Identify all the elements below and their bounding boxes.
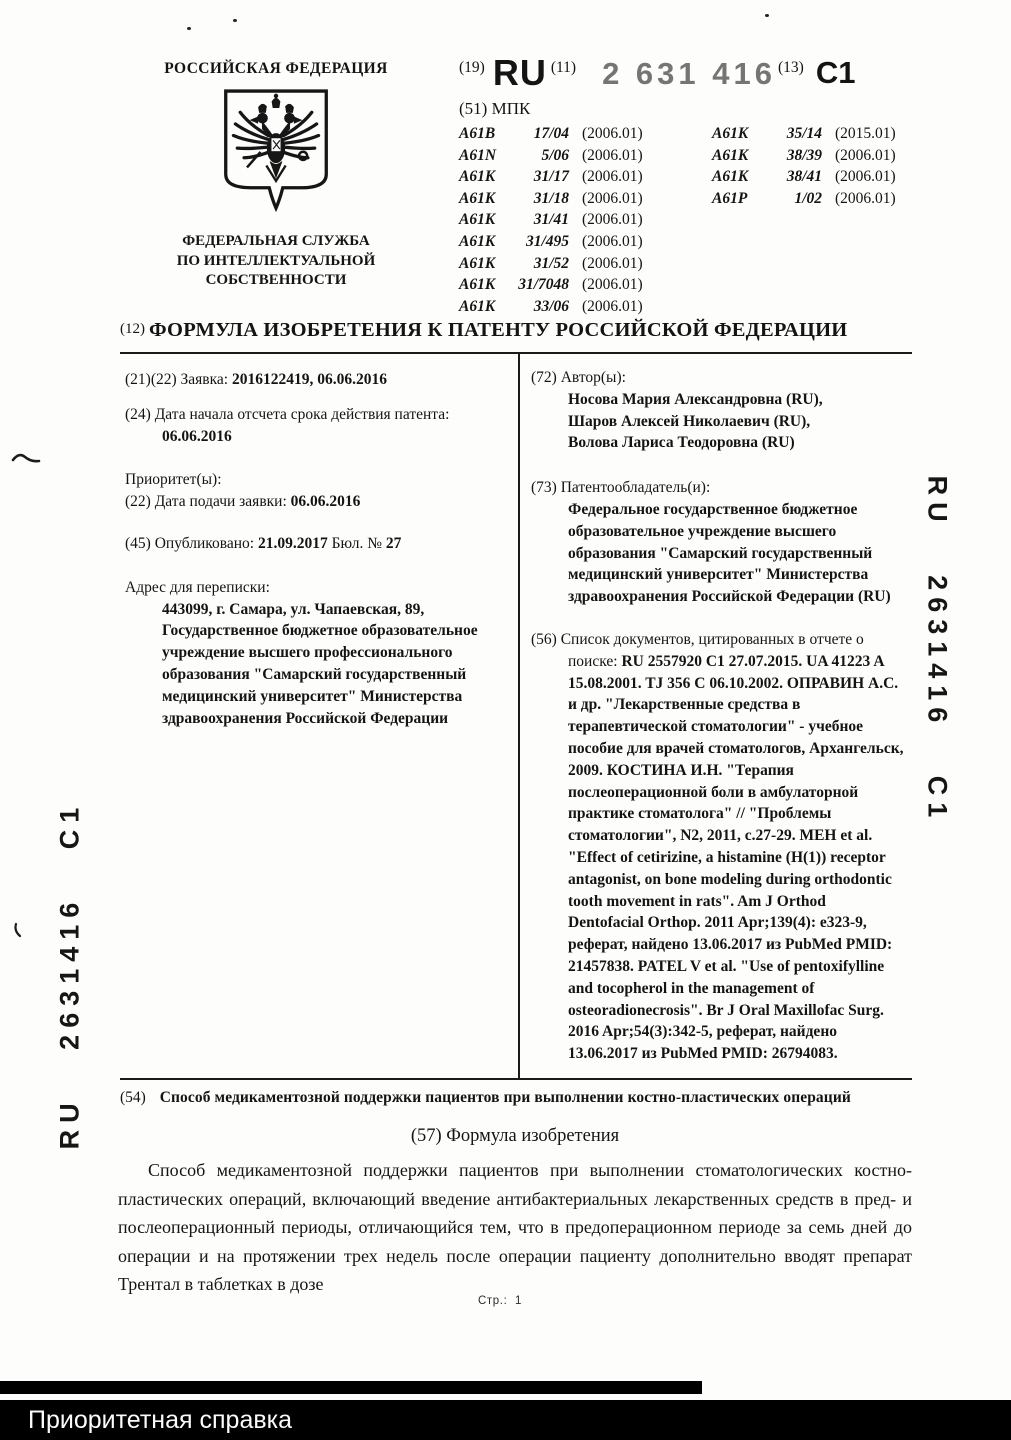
field-priority — [125, 469, 508, 491]
ipc-column-left — [459, 123, 712, 317]
filing-label: Дата подачи заявки: — [154, 493, 287, 511]
term-start-value-line: 06.06.2016 — [162, 427, 232, 445]
citations-value: RU 2557920 C1 27.07.2015. UA 41223 A 15.08.2001. TJ 356 C 06.10.2002. ОПРАВИН А.С. и др. "Лекарственные средства в терапевтической стоматологии" - учебное пособие для врачей стоматологов, Архангельск, 2009. КОСТИНА И.Н. "Терапия послеоперационной боли в амбулаторной практике стоматолога" // "Проблемы стоматологии", N2, 2011, с.27-29. MEH et al. "Effect of cetirizine, a histamine (H(1)) receptor antagonist, on bone modeling during orthodontic tooth movement in rats". Am J Orthod Dentofacial Orthop. 2011 Apr;139(4): e323-9, реферат, найдено 13.06.2017 из PubMed PMID: 21457838. PATEL V et al. "Use of pentoxifylline and tocopherol in the management of osteoradionecrosis". Br J Oral Maxillofac Surg. 2016 Apr;54(3):342-5, реферат, найдено 13.06.2017 из PubMed PMID: 26794083. — [568, 652, 904, 1063]
bibliographic-left-column — [125, 354, 508, 742]
scan-mark — [10, 448, 42, 468]
inid-56: (56) — [531, 630, 557, 648]
right-vertical-doc-number: RU 2631416 C1 — [922, 475, 953, 825]
scan-mark — [12, 920, 38, 940]
holder-label: Патентообладатель(и): — [560, 479, 711, 497]
scan-dot — [187, 27, 191, 30]
inid-19: (19) — [459, 59, 485, 76]
document-title-text: ФОРМУЛА ИЗОБРЕТЕНИЯ К ПАТЕНТУ РОССИЙСКОЙ ФЕДЕРАЦИИ — [149, 319, 848, 341]
citations-label: Список документов, цитированных в отчете о поиске: — [560, 630, 864, 670]
field-authors — [531, 367, 905, 454]
inid-22: (22) — [125, 493, 151, 511]
ipc-row: A61K 31/41 (2006.01) — [459, 211, 643, 229]
priority-certificate-banner — [0, 1400, 1011, 1440]
author-name: Волова Лариса Теодоровна (RU) — [568, 434, 795, 452]
address-value: 443099, г. Самара, ул. Чапаевская, 89, Государственное бюджетное образовательное учреждение высшего профессионального образования "Самарский государственный медицинский университет" Министерства здравоохранения Российской Федерации — [162, 600, 478, 727]
ipc-row: A61K 31/495 (2006.01) — [459, 232, 643, 250]
field-holder — [531, 477, 905, 608]
field-term-start — [125, 404, 508, 448]
left-vertical-doc-number: RU 2631416 C1 — [54, 800, 85, 1150]
application-label: Заявка: — [180, 371, 229, 388]
ipc-row: A61P 1/02 (2006.01) — [712, 189, 896, 207]
application-value: 2016122419, 06.06.2016 — [231, 371, 387, 388]
holder-value: Федеральное государственное бюджетное образовательное учреждение высшего образования "Самарский государственный медицинский университет" Министерства здравоохранения Российской Федерации (RU) — [568, 500, 891, 606]
ipc-row: A61K 31/18 (2006.01) — [459, 189, 643, 207]
inid-13: (13) — [778, 59, 804, 76]
scan-black-strip — [0, 1381, 702, 1394]
claims-heading: (57) Формула изобретения — [410, 1126, 620, 1146]
agency-name — [126, 232, 426, 291]
field-citations — [531, 629, 905, 1065]
ipc-row: A61K 31/52 (2006.01) — [459, 254, 643, 272]
kind-code: C1 — [815, 55, 856, 90]
field-filing-date — [125, 491, 508, 513]
author-name: Шаров Алексей Николаевич (RU), — [568, 412, 811, 430]
field-published — [125, 533, 508, 555]
author-name: Носова Мария Александровна (RU), — [568, 390, 823, 408]
term-start-label: Дата начала отсчета срока действия патента: — [154, 405, 450, 423]
bulletin-label: Бюл. № — [331, 534, 382, 552]
country-code: RU — [492, 52, 547, 93]
inid-24: (24) — [125, 405, 151, 423]
claim-text: Способ медикаментозной поддержки пациентов при выполнении стоматологических костно-пластических операций, включающий введение антибактериальных лекарственных средств в пред- и послеоперационный периоды, отличающийся тем, что в предоперационном периоде за семь дней до операции и на протяжении трех недель после операции пациенту дополнительно вводят препарат Трентал в таблетках в дозе — [118, 1160, 912, 1295]
header-right-block — [459, 52, 911, 317]
country-name: РОССИЙСКАЯ ФЕДЕРАЦИЯ — [164, 60, 388, 77]
ipc-row: A61B 17/04 (2006.01) — [459, 125, 643, 142]
ipc-table — [459, 123, 911, 317]
field-application — [125, 369, 508, 391]
inid-73: (73) — [531, 479, 557, 497]
published-label: Опубликовано: — [154, 534, 255, 552]
inid-11: (11) — [550, 59, 577, 76]
publication-number-line — [459, 52, 911, 93]
coat-of-arms — [126, 87, 426, 220]
inid-12: (12) — [120, 321, 145, 337]
header-left-block — [126, 60, 426, 291]
inid-72: (72) — [531, 369, 557, 386]
bulletin-number: 27 — [385, 534, 402, 552]
ipc-label: (51) МПК — [459, 99, 531, 118]
invention-title-text: Способ медикаментозной поддержки пациентов при выполнении костно-пластических операций — [159, 1089, 851, 1106]
authors-label: Автор(ы): — [560, 369, 626, 386]
ipc-row: A61K 31/17 (2006.01) — [459, 168, 643, 186]
document-number: 2 631 416 — [602, 56, 776, 91]
published-date: 21.09.2017 — [257, 534, 328, 552]
column-divider — [518, 354, 520, 1078]
inid-45: (45) — [125, 534, 151, 552]
agency-line1: ФЕДЕРАЛЬНАЯ СЛУЖБА — [182, 233, 370, 249]
page-number: Стр.: 1 — [478, 1295, 522, 1307]
banner-text: Приоритетная справка — [28, 1405, 293, 1434]
ipc-row: A61K 38/41 (2006.01) — [712, 168, 896, 186]
inid-54: (54) — [120, 1089, 146, 1106]
ipc-row: A61K 33/06 (2006.01) — [459, 297, 643, 315]
filing-value: 06.06.2016 — [290, 493, 361, 511]
ipc-row: A61K 38/39 (2006.01) — [712, 146, 896, 164]
priority-label: Приоритет(ы): — [125, 471, 222, 489]
bibliographic-section — [120, 352, 912, 1080]
inid-21-22: (21)(22) — [125, 371, 177, 388]
bibliographic-right-column — [531, 354, 905, 1078]
document-title — [120, 319, 912, 342]
ipc-row: A61K 35/14 (2015.01) — [712, 125, 896, 142]
agency-line2: ПО ИНТЕЛЛЕКТУАЛЬНОЙ СОБСТВЕННОСТИ — [176, 252, 376, 288]
invention-title-line — [120, 1089, 912, 1107]
scan-dot — [233, 19, 237, 22]
scan-dot — [765, 14, 769, 17]
address-label: Адрес для переписки: — [125, 578, 270, 596]
field-address — [125, 577, 508, 730]
coat-of-arms-icon — [218, 87, 334, 215]
ipc-column-right — [712, 123, 896, 317]
ipc-row: A61K 31/7048 (2006.01) — [459, 276, 643, 294]
ipc-row: A61N 5/06 (2006.01) — [459, 146, 643, 164]
